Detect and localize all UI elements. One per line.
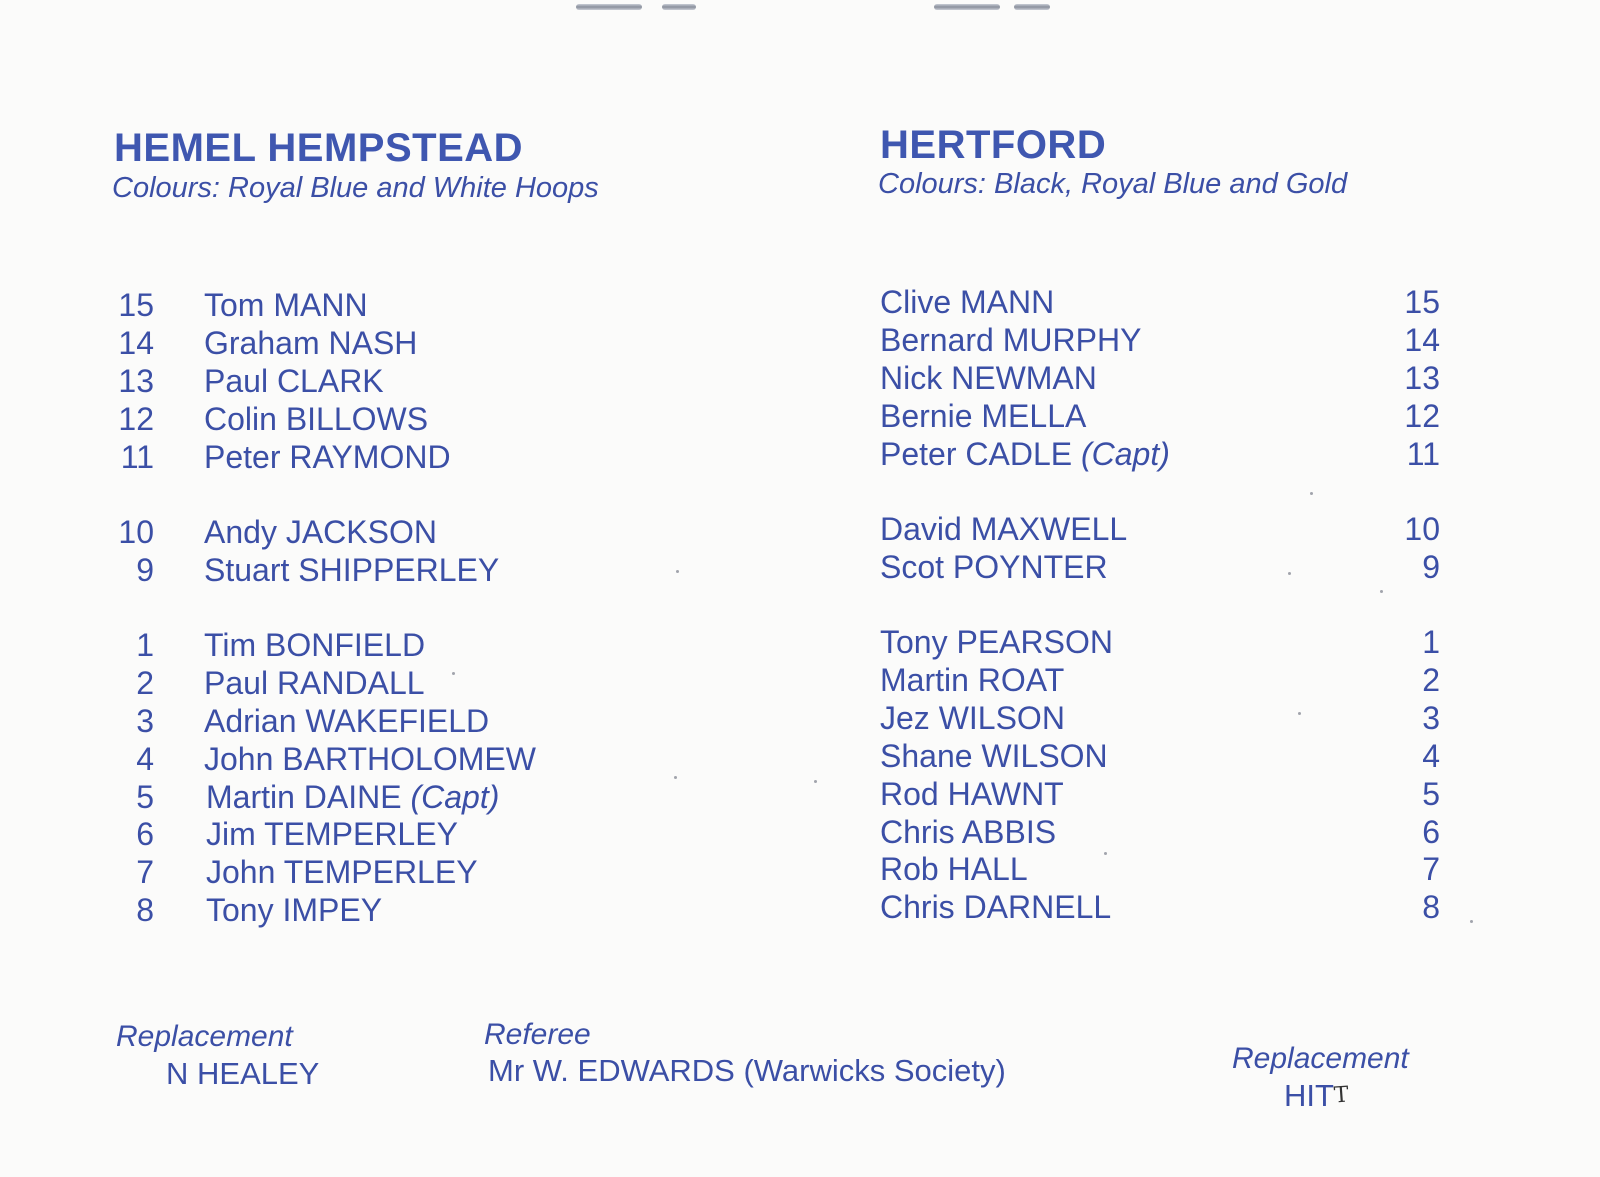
player-name: Tony IMPEY (206, 892, 383, 928)
player-number: 6 (1422, 814, 1440, 850)
player-name: Paul CLARK (204, 363, 384, 399)
player-number: 2 (1422, 662, 1440, 698)
player-name: Chris DARNELL (880, 889, 1112, 925)
player-name: Scot POYNTER (880, 549, 1108, 585)
player-name: Jim TEMPERLEY (206, 816, 458, 852)
handwritten-letter: T (1333, 1082, 1350, 1109)
player-name: Rod HAWNT (880, 776, 1064, 812)
player-number: 6 (136, 816, 154, 852)
player-name: Colin BILLOWS (204, 401, 429, 437)
player-name: Stuart SHIPPERLEY (204, 552, 500, 588)
player-number: 10 (118, 514, 154, 550)
player-number: 7 (136, 854, 154, 890)
player-number: 14 (1404, 322, 1440, 358)
scan-speck (1104, 852, 1107, 855)
player-name: Tony PEARSON (880, 624, 1113, 660)
home-replacement-name: N HEALEY (166, 1056, 320, 1091)
player-name: Peter RAYMOND (204, 439, 451, 475)
away-replacement-printed: HIT (1284, 1078, 1334, 1113)
player-name: Bernie MELLA (880, 398, 1087, 434)
away-team-colours: Colours: Black, Royal Blue and Gold (878, 168, 1348, 200)
player-name: Martin ROAT (880, 662, 1065, 698)
player-name: Rob HALL (880, 851, 1028, 887)
scan-speck (676, 570, 679, 573)
player-name-with-note (880, 435, 1170, 473)
player-name: Tom MANN (204, 287, 368, 323)
away-replacement-name (1284, 1078, 1349, 1114)
player-number: 12 (1404, 398, 1440, 434)
captain-marker: (Capt) (1080, 436, 1170, 472)
player-name: Clive MANN (880, 284, 1055, 320)
home-team-name: HEMEL HEMPSTEAD (114, 126, 524, 170)
player-number: 3 (136, 703, 154, 739)
player-number: 12 (118, 401, 154, 437)
player-name: Jez WILSON (880, 700, 1065, 736)
scan-speck (1310, 492, 1313, 495)
player-number: 1 (1422, 624, 1440, 660)
player-number: 15 (118, 287, 154, 323)
staple-mark (934, 4, 1000, 10)
player-name: John TEMPERLEY (206, 854, 478, 890)
staple-mark (662, 4, 696, 10)
referee-name: Mr W. EDWARDS (Warwicks Society) (488, 1053, 1006, 1088)
home-team-colours: Colours: Royal Blue and White Hoops (112, 172, 599, 204)
player-number: 7 (1422, 851, 1440, 887)
away-team-name: HERTFORD (880, 123, 1107, 167)
scan-speck (1298, 712, 1301, 715)
player-name: Bernard MURPHY (880, 322, 1142, 358)
player-number: 9 (136, 552, 154, 588)
player-number: 5 (136, 779, 154, 815)
player-number: 9 (1422, 549, 1440, 585)
player-name: Tim BONFIELD (204, 627, 426, 663)
player-name: Martin DAINE (206, 779, 402, 815)
player-name: Chris ABBIS (880, 814, 1057, 850)
player-name: John BARTHOLOMEW (204, 741, 536, 777)
player-number: 15 (1404, 284, 1440, 320)
scan-speck (814, 780, 817, 783)
player-name: Adrian WAKEFIELD (204, 703, 490, 739)
player-name: Peter CADLE (880, 436, 1073, 472)
scan-speck (1470, 920, 1473, 923)
player-number: 11 (120, 439, 154, 475)
player-name: David MAXWELL (880, 511, 1128, 547)
player-number: 13 (1404, 360, 1440, 396)
player-number: 4 (136, 741, 154, 777)
player-number: 14 (118, 325, 154, 361)
player-number: 13 (118, 363, 154, 399)
staple-mark (1014, 4, 1050, 10)
player-name-with-note (206, 778, 499, 816)
player-name: Shane WILSON (880, 738, 1108, 774)
home-replacement-label: Replacement (116, 1020, 293, 1053)
referee-label: Referee (484, 1018, 591, 1051)
player-number: 8 (1422, 889, 1440, 925)
player-number: 11 (1406, 436, 1440, 472)
captain-marker: (Capt) (410, 779, 500, 815)
player-number: 8 (136, 892, 154, 928)
player-number: 2 (136, 665, 154, 701)
away-replacement-label: Replacement (1232, 1042, 1409, 1075)
player-name: Paul RANDALL (204, 665, 425, 701)
player-number: 1 (136, 627, 154, 663)
player-number: 4 (1422, 738, 1440, 774)
player-number: 5 (1422, 776, 1440, 812)
player-name: Graham NASH (204, 325, 418, 361)
player-number: 10 (1404, 511, 1440, 547)
scan-speck (452, 672, 455, 675)
player-name: Andy JACKSON (204, 514, 437, 550)
scan-speck (1288, 572, 1291, 575)
scan-speck (1380, 590, 1383, 593)
player-name: Nick NEWMAN (880, 360, 1097, 396)
scan-speck (674, 776, 677, 779)
staple-mark (576, 4, 642, 10)
player-number: 3 (1422, 700, 1440, 736)
